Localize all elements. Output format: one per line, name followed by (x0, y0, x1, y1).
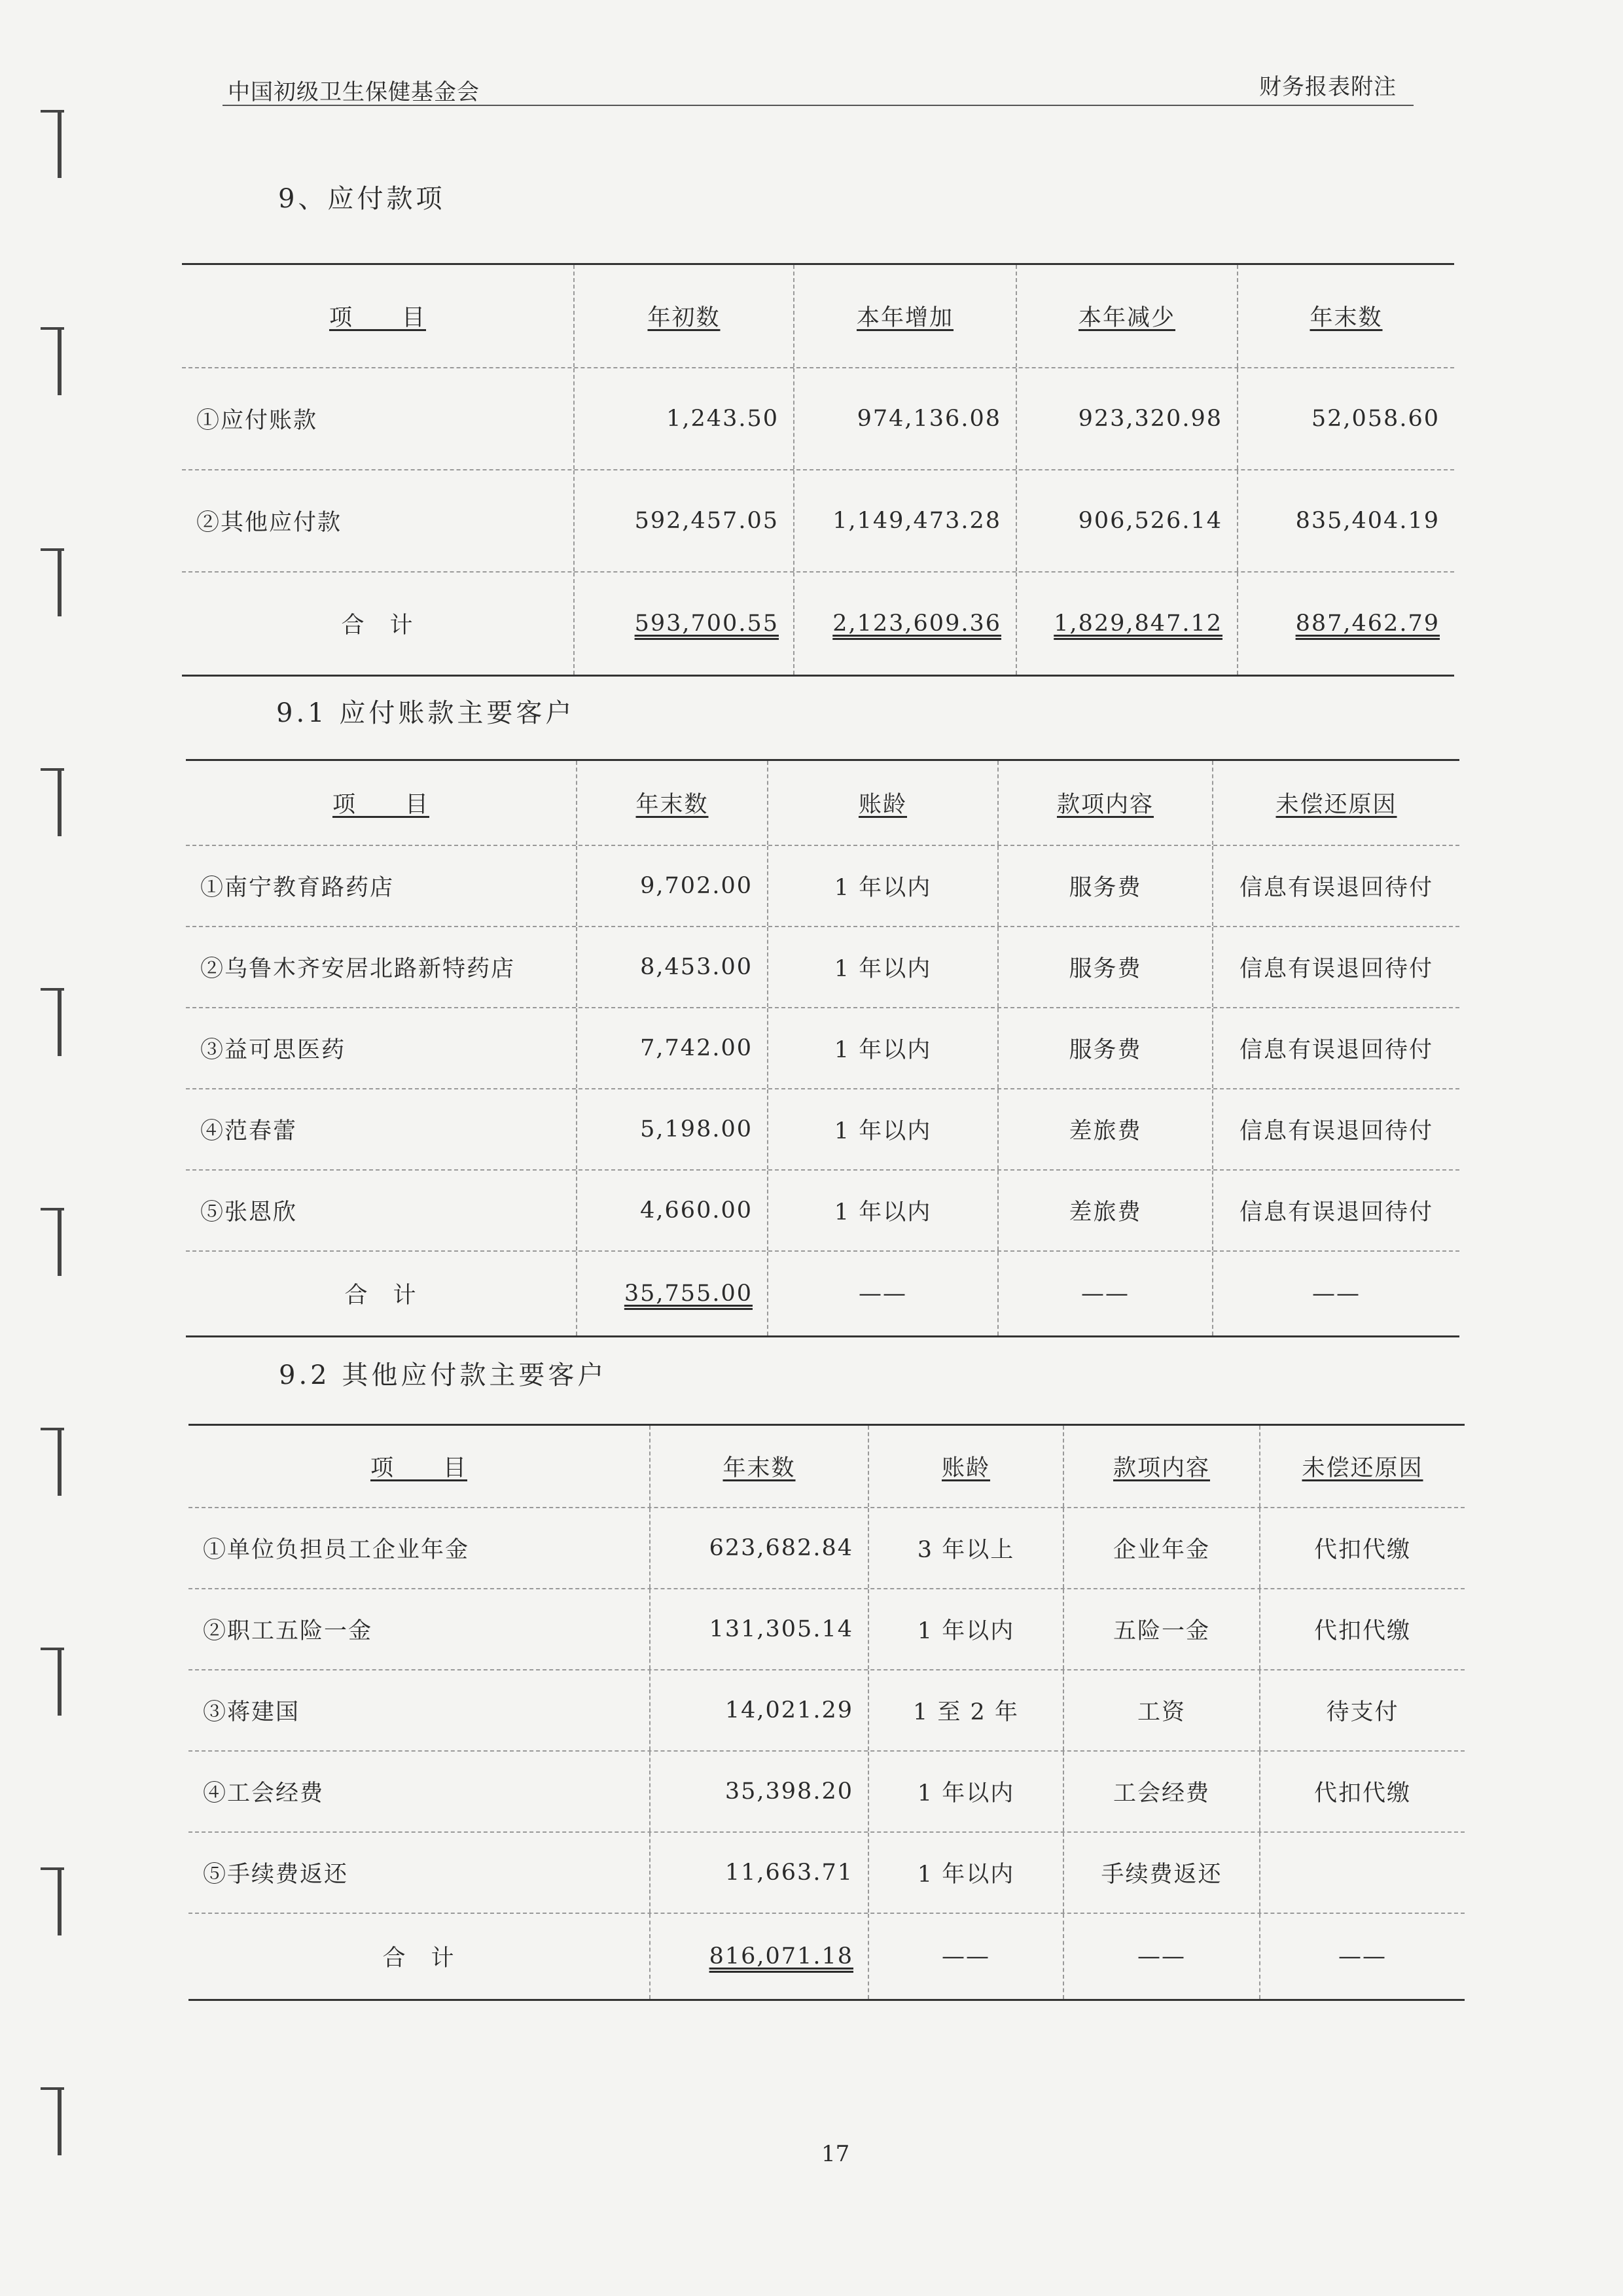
accounts-payable-table (186, 759, 1459, 1337)
column-header: 款项内容 (999, 761, 1213, 845)
item-name: ②其他应付款 (182, 470, 575, 571)
binding-mark (41, 988, 64, 1056)
column-header: 年末数 (1310, 305, 1383, 331)
table-row (186, 1089, 1459, 1171)
content: 工会经费 (1064, 1752, 1260, 1831)
header-rule (223, 105, 1414, 106)
binding-mark (41, 327, 64, 395)
column-header: 款项内容 (1064, 1426, 1260, 1507)
total-closing: 816,071.18 (651, 1914, 869, 1999)
customer-name: ④范春蕾 (186, 1089, 577, 1169)
opening-balance: 592,457.05 (575, 470, 794, 571)
binding-mark (41, 1648, 64, 1716)
binding-mark (41, 768, 64, 836)
content: 差旅费 (999, 1089, 1213, 1169)
customer-name: ①单位负担员工企业年金 (188, 1508, 651, 1588)
total-label: 合 计 (186, 1252, 577, 1335)
binding-mark (41, 1208, 64, 1276)
aging: 1 年以内 (869, 1752, 1064, 1831)
aging: 1 年以内 (768, 1089, 999, 1169)
unpaid-reason: 信息有误退回待付 (1239, 875, 1433, 901)
column-header: 未偿还原因 (1302, 1455, 1423, 1481)
unpaid-reason: 代扣代缴 (1313, 1618, 1411, 1644)
binding-mark (41, 548, 64, 616)
customer-name: ③益可思医药 (186, 1008, 577, 1088)
table-row (182, 368, 1454, 470)
total-dash: —— (1338, 1943, 1387, 1969)
column-header: 年末数 (651, 1426, 869, 1507)
total-dash: —— (1312, 1280, 1361, 1307)
section-9-1-title: 9.1 应付账款主要客户 (276, 698, 575, 728)
closing-balance: 9,702.00 (577, 846, 768, 926)
closing-balance: 35,398.20 (651, 1752, 869, 1831)
unpaid-reason: 信息有误退回待付 (1239, 956, 1433, 982)
closing-balance: 14,021.29 (651, 1670, 869, 1750)
table-row (186, 1171, 1459, 1252)
column-header: 项 目 (186, 761, 577, 845)
total-row (186, 1252, 1459, 1335)
table-row (188, 1670, 1465, 1752)
section-9-2-title: 9.2 其他应付款主要客户 (279, 1360, 607, 1390)
table-row (186, 1008, 1459, 1089)
aging: 1 年以内 (768, 1008, 999, 1088)
aging: 1 年以内 (869, 1833, 1064, 1913)
table-row (188, 1589, 1465, 1670)
customer-name: ⑤张恩欣 (186, 1171, 577, 1250)
column-header: 年初数 (575, 265, 794, 367)
unpaid-reason: 待支付 (1326, 1699, 1399, 1725)
item-name: ①应付账款 (182, 368, 575, 469)
total-label: 合 计 (182, 573, 575, 675)
total-opening: 593,700.55 (575, 573, 794, 675)
content: 差旅费 (999, 1171, 1213, 1250)
content: 手续费返还 (1064, 1833, 1260, 1913)
total-closing: 887,462.79 (1295, 610, 1440, 637)
content: 五险一金 (1064, 1589, 1260, 1669)
content: 服务费 (999, 846, 1213, 926)
table-row (186, 846, 1459, 927)
page-number: 17 (821, 2141, 850, 2167)
customer-name: ②乌鲁木齐安居北路新特药店 (186, 927, 577, 1007)
closing-balance: 11,663.71 (651, 1833, 869, 1913)
content: 服务费 (999, 1008, 1213, 1088)
total-dash: —— (999, 1252, 1213, 1335)
unpaid-reason: 信息有误退回待付 (1239, 1118, 1433, 1144)
decrease: 923,320.98 (1017, 368, 1238, 469)
aging: 1 至 2 年 (869, 1670, 1064, 1750)
column-header: 账龄 (768, 761, 999, 845)
closing-balance: 131,305.14 (651, 1589, 869, 1669)
closing-balance: 835,404.19 (1295, 508, 1440, 534)
total-closing: 35,755.00 (577, 1252, 768, 1335)
column-header: 本年减少 (1017, 265, 1238, 367)
total-dash: —— (768, 1252, 999, 1335)
aging: 1 年以内 (768, 1171, 999, 1250)
column-header: 年末数 (577, 761, 768, 845)
column-header: 账龄 (869, 1426, 1064, 1507)
total-label: 合 计 (188, 1914, 651, 1999)
increase: 974,136.08 (794, 368, 1017, 469)
header-doc: 财务报表附注 (1259, 74, 1397, 100)
section-9-title: 9、应付款项 (278, 184, 446, 214)
closing-balance: 8,453.00 (577, 927, 768, 1007)
increase: 1,149,473.28 (794, 470, 1017, 571)
column-header: 项 目 (182, 265, 575, 367)
aging: 1 年以内 (768, 927, 999, 1007)
unpaid-reason (1260, 1833, 1465, 1913)
table-row (188, 1833, 1465, 1914)
closing-balance: 52,058.60 (1311, 406, 1440, 432)
table-header-row (188, 1426, 1465, 1508)
table-row (182, 470, 1454, 573)
content: 工资 (1064, 1670, 1260, 1750)
binding-mark (41, 1867, 64, 1935)
column-header: 本年增加 (794, 265, 1017, 367)
closing-balance: 5,198.00 (577, 1089, 768, 1169)
closing-balance: 4,660.00 (577, 1171, 768, 1250)
customer-name: ②职工五险一金 (188, 1589, 651, 1669)
binding-mark (41, 2087, 64, 2155)
binding-mark (41, 1428, 64, 1496)
total-increase: 2,123,609.36 (794, 573, 1017, 675)
opening-balance: 1,243.50 (575, 368, 794, 469)
unpaid-reason: 代扣代缴 (1313, 1537, 1411, 1563)
customer-name: ③蒋建国 (188, 1670, 651, 1750)
table-row (188, 1752, 1465, 1833)
unpaid-reason: 信息有误退回待付 (1239, 1199, 1433, 1226)
closing-balance: 623,682.84 (651, 1508, 869, 1588)
unpaid-reason: 信息有误退回待付 (1239, 1037, 1433, 1063)
closing-balance: 7,742.00 (577, 1008, 768, 1088)
customer-name: ①南宁教育路药店 (186, 846, 577, 926)
table-row (186, 927, 1459, 1008)
customer-name: ④工会经费 (188, 1752, 651, 1831)
content: 服务费 (999, 927, 1213, 1007)
content: 企业年金 (1064, 1508, 1260, 1588)
aging: 3 年以上 (869, 1508, 1064, 1588)
other-payables-table (188, 1424, 1465, 2001)
aging: 1 年以内 (768, 846, 999, 926)
header-org: 中国初级卫生保健基金会 (228, 79, 480, 105)
total-row (188, 1914, 1465, 1999)
total-dash: —— (1064, 1914, 1260, 1999)
table-row (188, 1508, 1465, 1589)
payables-table (182, 263, 1454, 677)
column-header: 项 目 (188, 1426, 651, 1507)
total-row (182, 573, 1454, 675)
decrease: 906,526.14 (1017, 470, 1238, 571)
total-dash: —— (869, 1914, 1064, 1999)
total-decrease: 1,829,847.12 (1017, 573, 1238, 675)
table-header-row (186, 761, 1459, 846)
table-header-row (182, 265, 1454, 368)
customer-name: ⑤手续费返还 (188, 1833, 651, 1913)
unpaid-reason: 代扣代缴 (1313, 1780, 1411, 1807)
column-header: 未偿还原因 (1275, 792, 1397, 818)
binding-mark (41, 110, 64, 178)
aging: 1 年以内 (869, 1589, 1064, 1669)
